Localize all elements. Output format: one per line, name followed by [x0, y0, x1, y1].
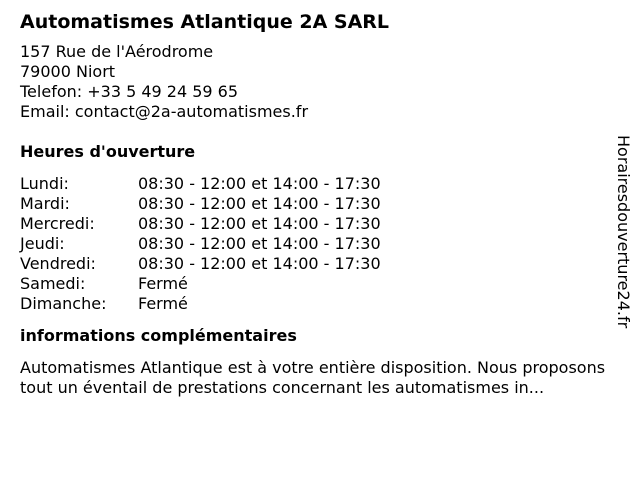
hours-day: Samedi:	[20, 274, 86, 293]
hours-row-wednesday	[20, 214, 610, 234]
hours-day: Mercredi:	[20, 214, 95, 233]
hours-row-thursday	[20, 234, 610, 254]
hours-day: Dimanche:	[20, 294, 107, 313]
hours-day: Vendredi:	[20, 254, 96, 273]
hours-row-sunday	[20, 294, 610, 314]
business-description: Automatismes Atlantique est à votre entière disposition. Nous proposons tout un éventail de prestations concernant les automatismes in...	[20, 358, 606, 397]
hours-row-tuesday	[20, 194, 610, 214]
contact-block	[20, 42, 610, 122]
email-address: Email: contact@2a-automatismes.fr	[20, 102, 309, 121]
city-postal: 79000 Niort	[20, 62, 116, 81]
hours-row-saturday	[20, 274, 610, 294]
additional-info-heading: informations complémentaires	[20, 326, 297, 345]
hours-time: Fermé	[138, 274, 188, 293]
hours-row-monday	[20, 174, 610, 194]
opening-hours-heading: Heures d'ouverture	[20, 142, 196, 161]
business-name: Automatismes Atlantique 2A SARL	[20, 11, 390, 33]
hours-time: 08:30 - 12:00 et 14:00 - 17:30	[138, 214, 381, 233]
phone-number: Telefon: +33 5 49 24 59 65	[20, 82, 239, 101]
business-card	[20, 10, 610, 398]
hours-time: Fermé	[138, 294, 188, 313]
hours-day: Mardi:	[20, 194, 70, 213]
hours-time: 08:30 - 12:00 et 14:00 - 17:30	[138, 194, 381, 213]
hours-day: Lundi:	[20, 174, 69, 193]
hours-row-friday	[20, 254, 610, 274]
hours-time: 08:30 - 12:00 et 14:00 - 17:30	[138, 254, 381, 273]
street-address: 157 Rue de l'Aérodrome	[20, 42, 214, 61]
hours-time: 08:30 - 12:00 et 14:00 - 17:30	[138, 174, 381, 193]
hours-time: 08:30 - 12:00 et 14:00 - 17:30	[138, 234, 381, 253]
hours-day: Jeudi:	[20, 234, 65, 253]
opening-hours-list	[20, 174, 610, 314]
site-watermark: Horairesdouverture24.fr	[614, 135, 633, 329]
